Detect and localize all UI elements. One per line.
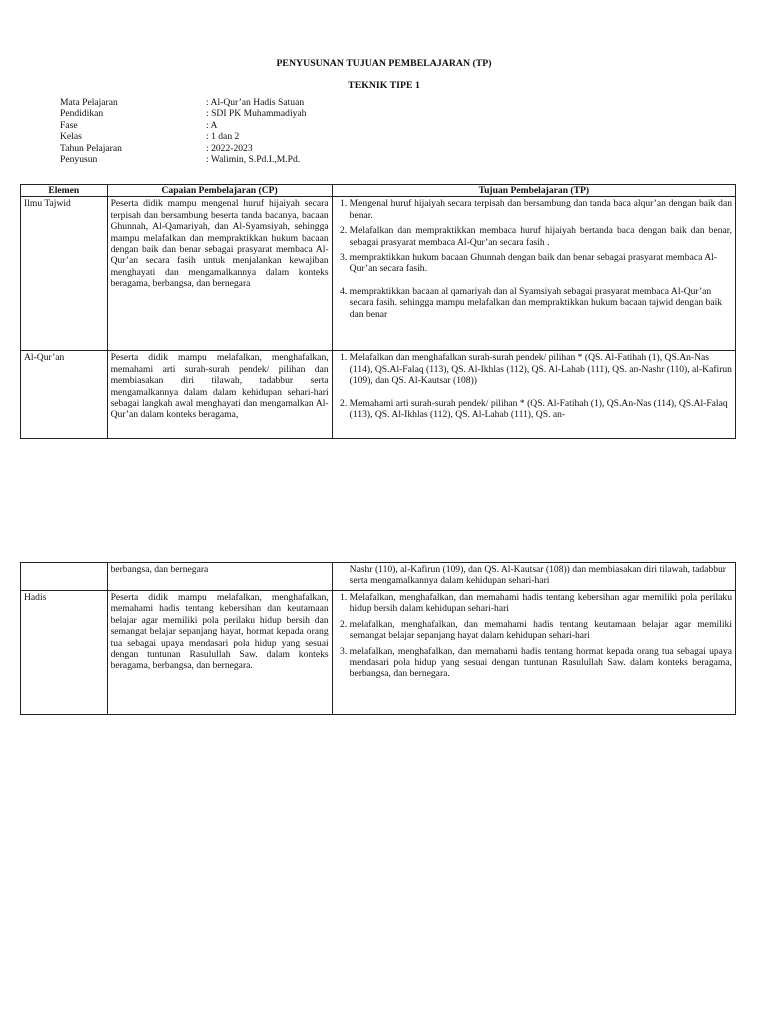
- meta-label: Mata Pelajaran: [60, 97, 118, 108]
- meta-label: Kelas: [60, 131, 82, 143]
- meta-value: : Walimin, S.Pd.I.,M.Pd.: [206, 153, 301, 165]
- tp-list: [336, 352, 732, 420]
- header-elemen: Elemen: [21, 185, 108, 197]
- cell-tp: [332, 591, 735, 715]
- cell-cp: Peserta didik mampu melafalkan, menghafalkan, memahami hadis tentang kebersihan dan keutamaan belajar agar memiliki pola perilaku hidup bersih dan semangat belajar sepanjang hayat, hormat kepada orang tua sebagai upaya mendasari pola hidup yang sesuai dengan tuntunan Rasulullah Saw. dalam konteks beragama, berbangsa, dan bernegara.: [107, 591, 332, 715]
- cell-elemen: Ilmu Tajwid: [21, 197, 108, 351]
- tp-item: 1. Melafalkan dan menghafalkan surah-surah pendek/ pilihan * (QS. Al-Fatihah (1), QS.An-Nas (114), QS.Al-Falaq (113), QS. Al-Ikhlas (112), QS. Al-Lahab (111), QS. an-Nashr (110), al-Kafirun (109), dan QS. Al-Kautsar (108)): [350, 352, 732, 386]
- tp-item: 2. melafalkan, menghafalkan, dan memahami hadis tentang keutamaan belajar agar memiliki semangat belajar sepanjang hayat dalam kehidupan sehari-hari: [350, 619, 732, 642]
- tp-list: [336, 198, 732, 320]
- meta-value: : A: [206, 119, 218, 131]
- meta-row-school: [60, 108, 306, 119]
- tp-item: 1. Mengenal huruf hijaiyah secara terpisah dan bersambung dan tanda baca alqur’an dengan baik dan benar.: [350, 198, 732, 221]
- identity-block: [60, 97, 306, 165]
- tp-item: 2. Melafalkan dan mempraktikkan membaca huruf hijaiyah bertanda baca dengan baik dan benar, sebagai prasyarat membaca Al-Qur’an secara fasih .: [350, 225, 732, 248]
- tp-continued-text: Nashr (110), al-Kafirun (109), dan QS. Al-Kautsar (108)) dan membiasakan diri tilawah, tadabbur serta mengamalkannya dalam kehidupan sehari-hari: [349, 564, 726, 587]
- cell-cp: [107, 351, 332, 439]
- document-subtitle: TEKNIK TIPE 1: [348, 80, 420, 91]
- cp-text: Peserta didik mampu melafalkan, menghafalkan, memahami arti surah-surah pendek/ pilihan dan membiasakan diri tilawah, tadabbur serta mengamalkannya dalam dalam kehidupan sehari-hari sebagai langkah awal menghayati dan mengamalkan Al-Qur’an dalam konteks beragama,: [110, 352, 329, 421]
- meta-label: Tahun Pelajaran: [60, 142, 122, 154]
- table-row-quran-continued: [21, 563, 736, 591]
- tp-item: 1. Melafalkan, menghafalkan, dan memahami hadis tentang kebersihan agar memiliki pola perilaku hidup bersih dalam kehidupan sehari-hari: [350, 592, 732, 615]
- meta-value: : Al-Qur’an Hadis Satuan: [206, 97, 305, 108]
- document-title: PENYUSUNAN TUJUAN PEMBELAJARAN (TP): [276, 58, 492, 69]
- meta-label: Pendidikan: [60, 108, 104, 120]
- meta-row-year: [60, 143, 306, 154]
- meta-row-phase: [60, 120, 306, 131]
- meta-row-class: [60, 131, 306, 142]
- tp-table-part-1: [20, 184, 736, 439]
- meta-value: : 1 dan 2: [206, 131, 240, 143]
- meta-label: Fase: [60, 119, 78, 131]
- meta-label: Penyusun: [60, 153, 98, 165]
- tp-list-wrap: [336, 352, 732, 436]
- tp-item: 2. Memahami arti surah-surah pendek/ pilihan * (QS. Al-Fatihah (1), QS.An-Nas (114), QS.Al-Falaq (113), QS. Al-Ikhlas (112), QS. Al-Lahab (111), QS. an-: [350, 398, 732, 421]
- header-tp: Tujuan Pembelajaran (TP): [332, 185, 735, 197]
- cell-tp: [332, 351, 735, 439]
- table-row-tajwid: [21, 197, 736, 351]
- tp-item: 3. melafalkan, menghafalkan, dan memahami hadis tentang hormat kepada orang tua sebagai upaya mendasari pola hidup yang sesuai dengan tuntunan Rasulullah Saw. dalam konteks beragama, berbangsa, dan bernegara.: [350, 646, 732, 680]
- cell-tp: [332, 197, 735, 351]
- cell-cp: Peserta didik mampu mengenal huruf hijaiyah secara terpisah dan bersambung beserta tanda bacanya, bacaan Ghunnah, Al-Qamariyah, dan Al-Syamsiyah, sehingga mampu melafalkan dan mempraktikkan hukum bacaan dengan baik dan benar sebagai prasyarat membaca Al-Qur’an secara fasih untuk menjalankan kewajiban menghayati dan mengamalkannya dalam konteks beragama, berbangsa, dan bernegara: [107, 197, 332, 351]
- tp-item: 4. mempraktikkan bacaan al qamariyah dan al Syamsiyah sebagai prasyarat membaca Al-Qur’an secara fasih. sehingga mampu melafalkan dan mempraktikkan hukum bacaan tajwid dengan baik dan benar: [350, 286, 732, 320]
- tp-list: [336, 592, 732, 680]
- table-row-quran: [21, 351, 736, 439]
- cell-cp: berbangsa, dan bernegara: [107, 563, 332, 591]
- cell-elemen: Hadis: [21, 591, 108, 715]
- meta-value: : 2022-2023: [206, 142, 253, 154]
- tp-item: 3. mempraktikkan hukum bacaan Ghunnah dengan baik dan benar sebagai prasyarat membaca Al-Qur’an secara fasih.: [350, 252, 732, 275]
- cell-tp: [332, 563, 735, 591]
- table-row-hadis: [21, 591, 736, 715]
- table-header-row: [21, 185, 736, 197]
- header-cp: Capaian Pembelajaran (CP): [107, 185, 332, 197]
- meta-row-subject: [60, 97, 306, 108]
- cell-elemen: [21, 563, 108, 591]
- meta-value: : SDI PK Muhammadiyah: [206, 108, 307, 120]
- tp-table-part-2: [20, 562, 736, 715]
- cell-elemen: Al-Qur’an: [21, 351, 108, 439]
- meta-row-author: [60, 154, 306, 165]
